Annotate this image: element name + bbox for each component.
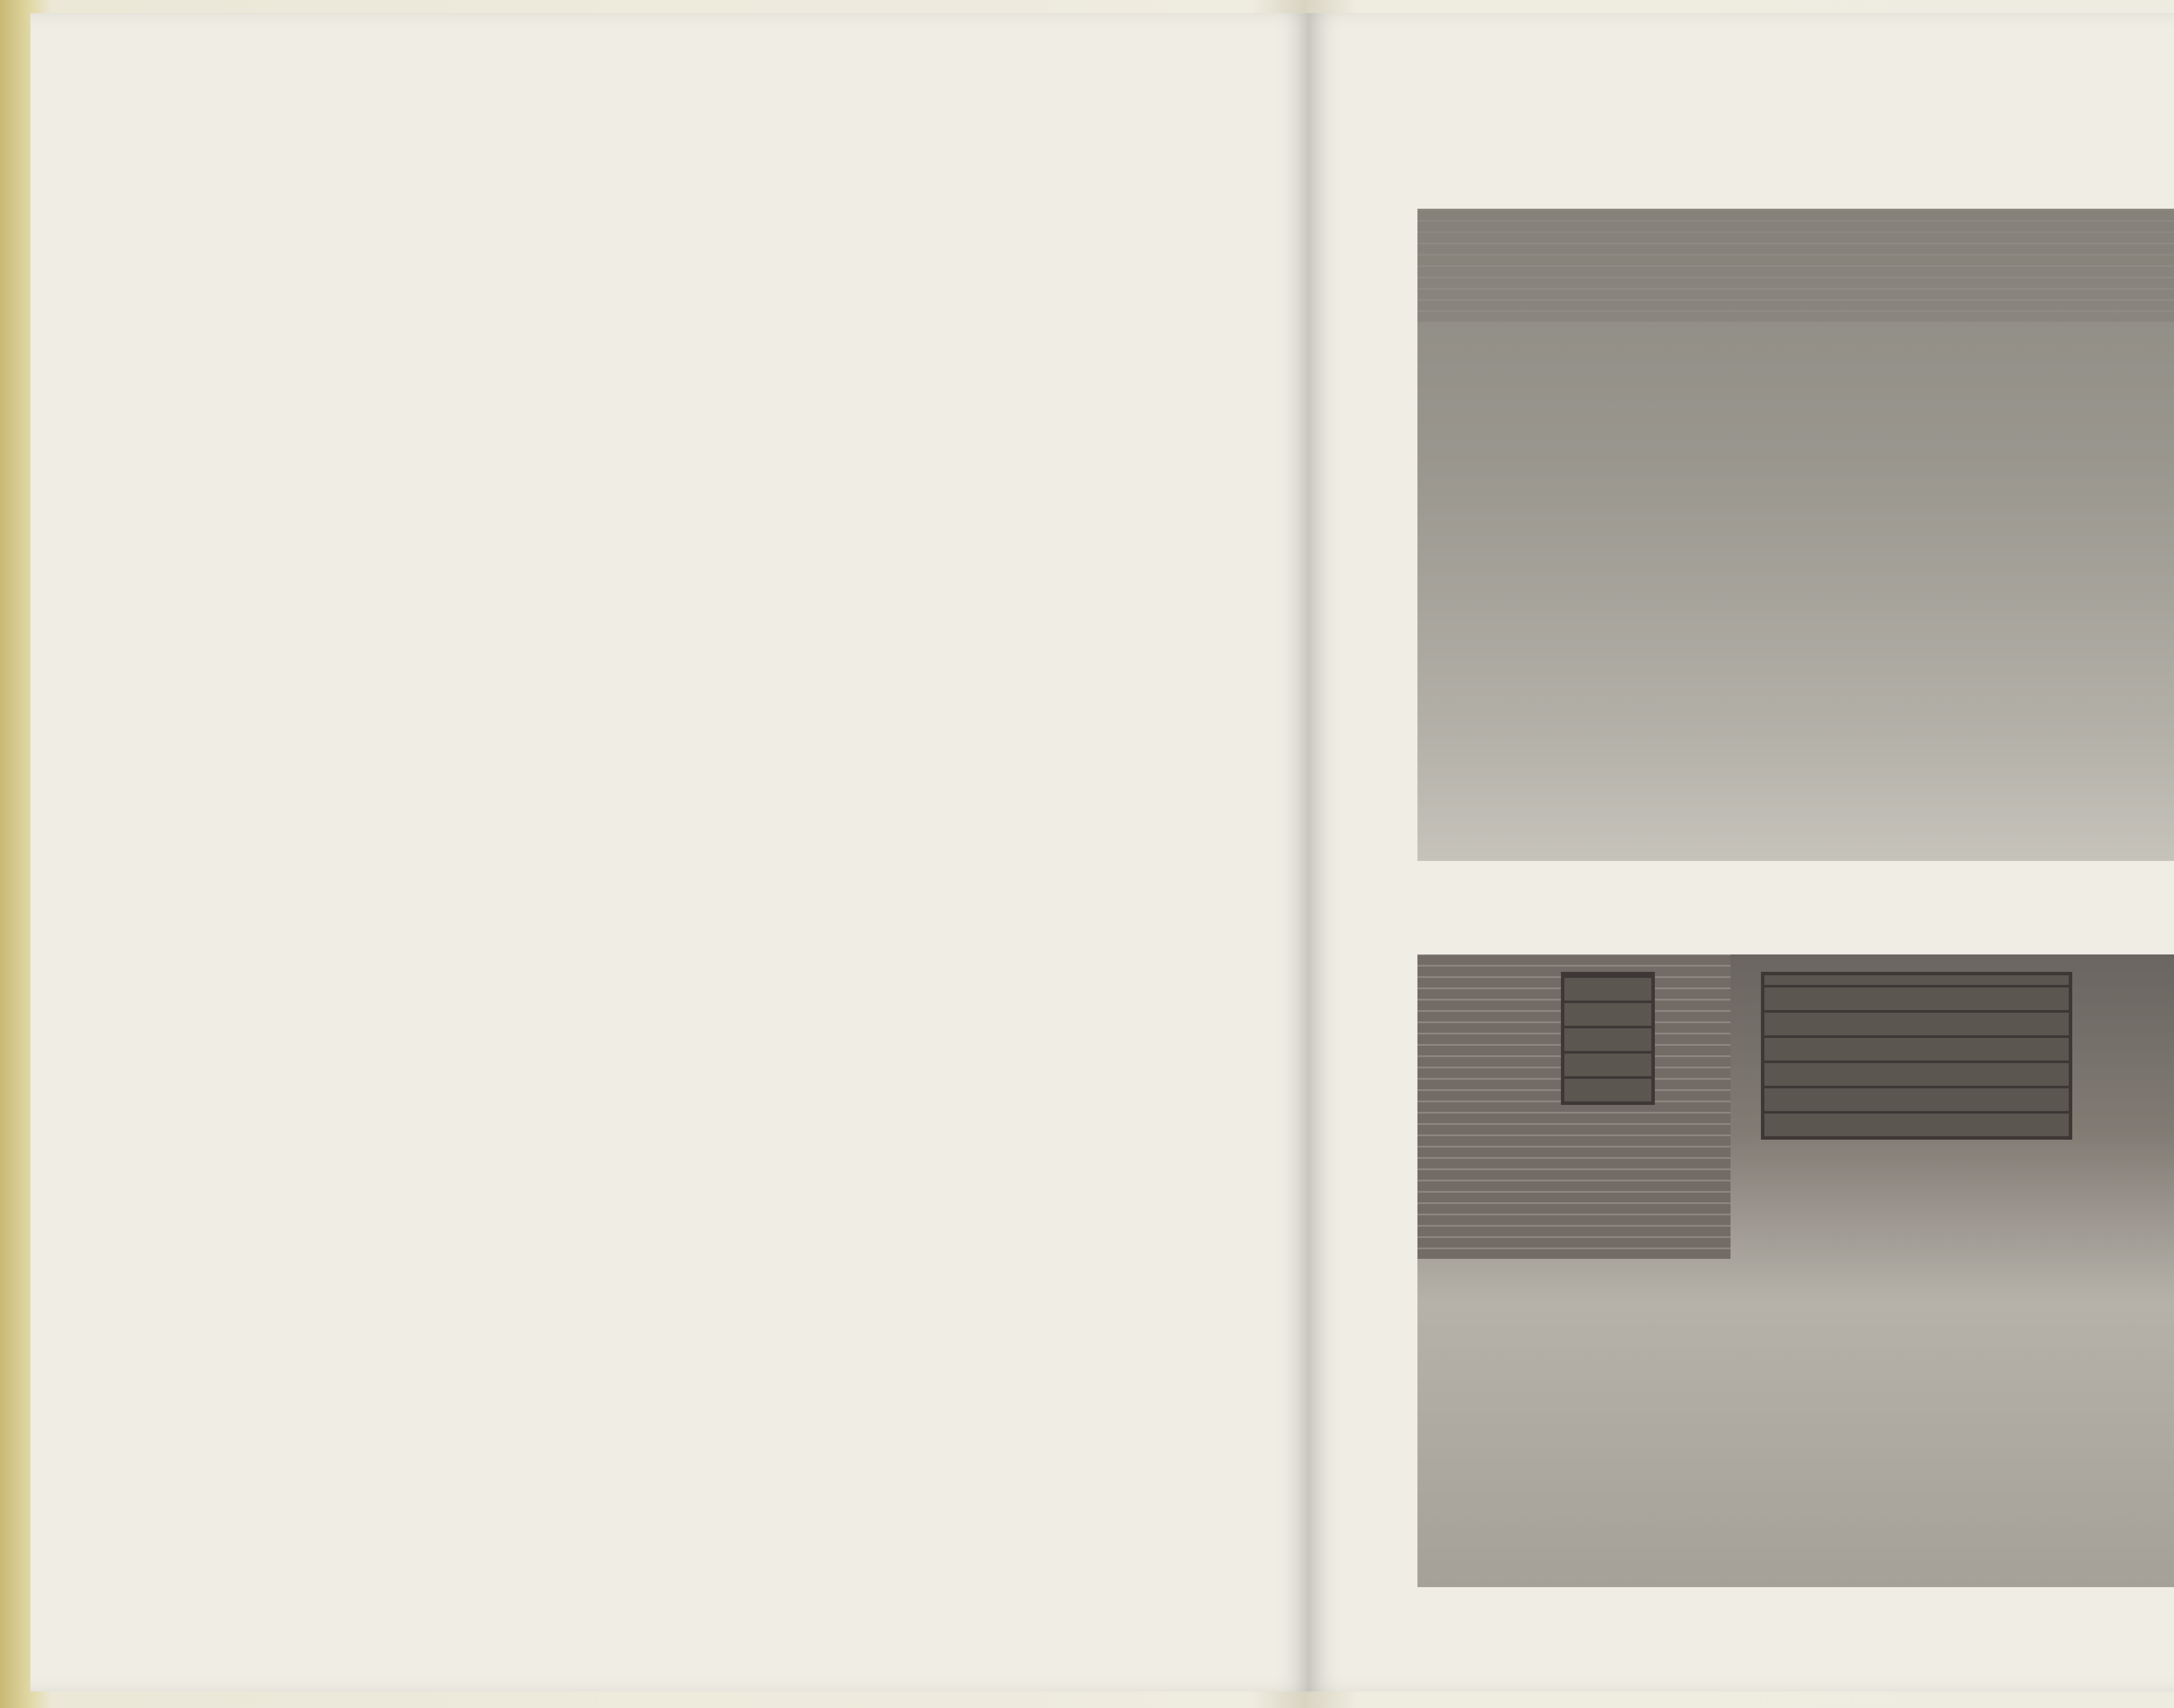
yearbook-editors-photo: [1417, 209, 2174, 861]
right-page: [1309, 13, 2174, 1691]
left-page: [30, 13, 1309, 1691]
yearbook-staff-photo: [1417, 954, 2174, 1587]
